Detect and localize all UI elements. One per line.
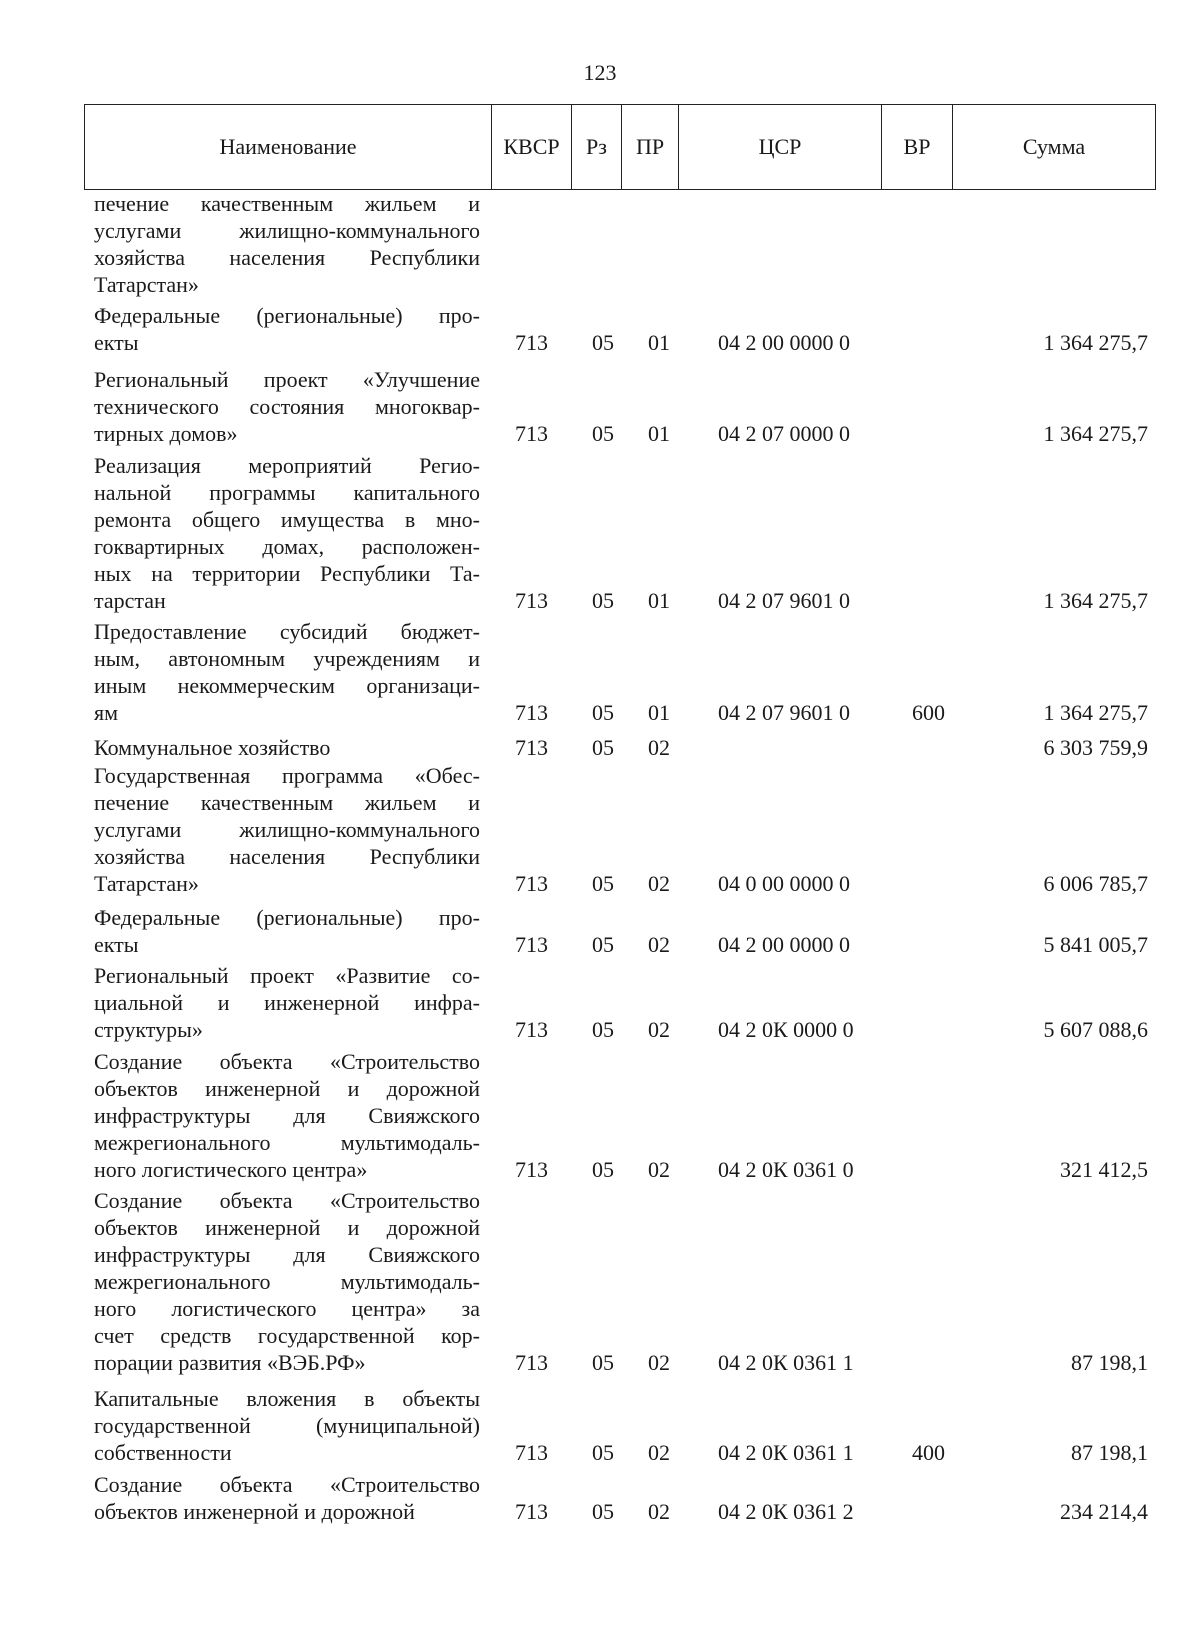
- row-name-line: тарстан: [94, 588, 166, 613]
- row-sum: 1 364 275,7: [1043, 330, 1148, 355]
- row-sum: 5 607 088,6: [1043, 1017, 1148, 1042]
- row-csr: 04 2 0К 0361 1: [718, 1440, 854, 1465]
- row-kvsr: 713: [515, 932, 548, 957]
- row-rz: 05: [592, 735, 614, 760]
- page-number: 123: [583, 60, 617, 85]
- row-name-line: Создание объекта «Строительство: [94, 1472, 480, 1497]
- row-name: [94, 366, 480, 447]
- row-pr: 02: [648, 1350, 670, 1375]
- row-name-line: екты: [94, 932, 139, 957]
- row-name-line: Создание объекта «Строительство: [94, 1188, 480, 1213]
- row-name-line: структуры»: [94, 1017, 203, 1042]
- row-name-line: иным некоммерческим организаци-: [94, 673, 480, 698]
- row-name-line: Федеральные (региональные) про-: [94, 905, 480, 930]
- row-name: [94, 762, 480, 897]
- row-name-line: Федеральные (региональные) про-: [94, 303, 480, 328]
- row-pr: 02: [648, 1017, 670, 1042]
- row-kvsr: 713: [515, 735, 548, 760]
- header-csr: ЦСР: [679, 105, 882, 189]
- row-name-line: ремонта общего имущества в мно-: [94, 507, 480, 532]
- row-name-line: инфраструктуры для Свияжского: [94, 1103, 480, 1128]
- row-rz: 05: [592, 1350, 614, 1375]
- row-name-line: ного логистического центра»: [94, 1157, 368, 1182]
- row-rz: 05: [592, 1440, 614, 1465]
- row-sum: 87 198,1: [1071, 1440, 1148, 1465]
- row-csr: 04 2 0К 0361 0: [718, 1157, 854, 1182]
- row-kvsr: 713: [515, 1499, 548, 1524]
- row-name: [94, 618, 480, 726]
- row-sum: 234 214,4: [1060, 1499, 1148, 1524]
- row-name: [94, 190, 480, 298]
- row-name-line: Коммунальное хозяйство: [94, 735, 331, 760]
- row-name-line: собственности: [94, 1440, 232, 1465]
- row-name-line: ям: [94, 700, 119, 725]
- row-rz: 05: [592, 421, 614, 446]
- row-name-line: нальной программы капитального: [94, 480, 480, 505]
- row-sum: 5 841 005,7: [1043, 932, 1148, 957]
- row-sum: 1 364 275,7: [1043, 421, 1148, 446]
- row-name-line: Региональный проект «Развитие со-: [94, 963, 480, 988]
- row-name: [94, 1048, 480, 1183]
- row-name-line: Региональный проект «Улучшение: [94, 367, 480, 392]
- row-name-line: услугами жилищно-коммунального: [94, 218, 480, 243]
- row-pr: 01: [648, 700, 670, 725]
- row-rz: 05: [592, 700, 614, 725]
- row-pr: 01: [648, 330, 670, 355]
- row-pr: 02: [648, 932, 670, 957]
- row-pr: 01: [648, 421, 670, 446]
- header-pr: ПР: [622, 105, 679, 189]
- row-sum: 6 303 759,9: [1043, 735, 1148, 760]
- row-kvsr: 713: [515, 871, 548, 896]
- row-name: [94, 1471, 480, 1525]
- row-csr: 04 2 0К 0361 2: [718, 1499, 854, 1524]
- row-name-line: Капитальные вложения в объекты: [94, 1386, 480, 1411]
- row-name-line: услугами жилищно-коммунального: [94, 817, 480, 842]
- row-name-line: межрегионального мультимодаль-: [94, 1269, 480, 1294]
- row-name: [94, 904, 480, 958]
- row-csr: 04 2 0К 0000 0: [718, 1017, 854, 1042]
- row-name-line: хозяйства населения Республики: [94, 245, 480, 270]
- row-name-line: объектов инженерной и дорожной: [94, 1215, 480, 1240]
- row-name-line: ных на территории Республики Та-: [94, 561, 480, 586]
- row-name-line: Предоставление субсидий бюджет-: [94, 619, 480, 644]
- row-name-line: объектов инженерной и дорожной: [94, 1499, 415, 1524]
- row-name: [94, 1187, 480, 1376]
- row-name-line: инфраструктуры для Свияжского: [94, 1242, 480, 1267]
- header-rz: Рз: [572, 105, 622, 189]
- row-name-line: межрегионального мультимодаль-: [94, 1130, 480, 1155]
- row-name-line: тирных домов»: [94, 421, 238, 446]
- header-name: Наименование: [85, 105, 492, 189]
- row-name-line: счет средств государственной кор-: [94, 1323, 480, 1348]
- row-rz: 05: [592, 932, 614, 957]
- row-name-line: ным, автономным учреждениям и: [94, 646, 480, 671]
- row-sum: 1 364 275,7: [1043, 700, 1148, 725]
- header-sum: Сумма: [1022, 134, 1086, 159]
- row-name-line: Создание объекта «Строительство: [94, 1049, 480, 1074]
- row-kvsr: 713: [515, 421, 548, 446]
- row-name-line: екты: [94, 330, 139, 355]
- row-rz: 05: [592, 1157, 614, 1182]
- row-csr: 04 2 00 0000 0: [718, 330, 850, 355]
- row-kvsr: 713: [515, 1440, 548, 1465]
- header-vr: ВР: [882, 105, 953, 189]
- row-name-line: печение качественным жильем и: [94, 191, 480, 216]
- row-rz: 05: [592, 330, 614, 355]
- row-name-line: объектов инженерной и дорожной: [94, 1076, 480, 1101]
- row-rz: 05: [592, 1017, 614, 1042]
- row-csr: 04 2 07 9601 0: [718, 588, 850, 613]
- row-name: [94, 734, 480, 761]
- row-pr: 02: [648, 871, 670, 896]
- row-pr: 02: [648, 1157, 670, 1182]
- row-name-line: Татарстан»: [94, 272, 199, 297]
- row-vr: 400: [912, 1440, 945, 1465]
- row-name: [94, 452, 480, 614]
- row-name-line: государственной (муниципальной): [94, 1413, 480, 1438]
- row-pr: 02: [648, 735, 670, 760]
- row-csr: 04 2 07 0000 0: [718, 421, 850, 446]
- row-name: [94, 1385, 480, 1466]
- row-kvsr: 713: [515, 700, 548, 725]
- row-name-line: ного логистического центра» за: [94, 1296, 480, 1321]
- row-pr: 02: [648, 1499, 670, 1524]
- row-name: [94, 302, 480, 356]
- row-csr: 04 2 00 0000 0: [718, 932, 850, 957]
- row-vr: 600: [912, 700, 945, 725]
- row-pr: 01: [648, 588, 670, 613]
- row-kvsr: 713: [515, 1157, 548, 1182]
- row-kvsr: 713: [515, 1350, 548, 1375]
- row-name-line: циальной и инженерной инфра-: [94, 990, 480, 1015]
- row-sum: 321 412,5: [1060, 1157, 1148, 1182]
- row-rz: 05: [592, 1499, 614, 1524]
- row-csr: 04 2 0К 0361 1: [718, 1350, 854, 1375]
- row-name-line: порации развития «ВЭБ.РФ»: [94, 1350, 366, 1375]
- row-rz: 05: [592, 871, 614, 896]
- row-sum: 6 006 785,7: [1043, 871, 1148, 896]
- row-csr: 04 0 00 0000 0: [718, 871, 850, 896]
- row-name-line: хозяйства населения Республики: [94, 844, 480, 869]
- row-kvsr: 713: [515, 1017, 548, 1042]
- row-kvsr: 713: [515, 588, 548, 613]
- header-kvsr: КВСР: [492, 105, 572, 189]
- row-name-line: Татарстан»: [94, 871, 199, 896]
- table-header: [84, 104, 1156, 190]
- row-name: [94, 962, 480, 1043]
- row-name-line: Государственная программа «Обес-: [94, 763, 480, 788]
- row-pr: 02: [648, 1440, 670, 1465]
- row-name-line: печение качественным жильем и: [94, 790, 480, 815]
- row-sum: 87 198,1: [1071, 1350, 1148, 1375]
- row-name-line: Реализация мероприятий Регио-: [94, 453, 480, 478]
- row-sum: 1 364 275,7: [1043, 588, 1148, 613]
- row-rz: 05: [592, 588, 614, 613]
- row-name-line: технического состояния многоквар-: [94, 394, 480, 419]
- row-kvsr: 713: [515, 330, 548, 355]
- row-name-line: гоквартирных домах, расположен-: [94, 534, 480, 559]
- row-csr: 04 2 07 9601 0: [718, 700, 850, 725]
